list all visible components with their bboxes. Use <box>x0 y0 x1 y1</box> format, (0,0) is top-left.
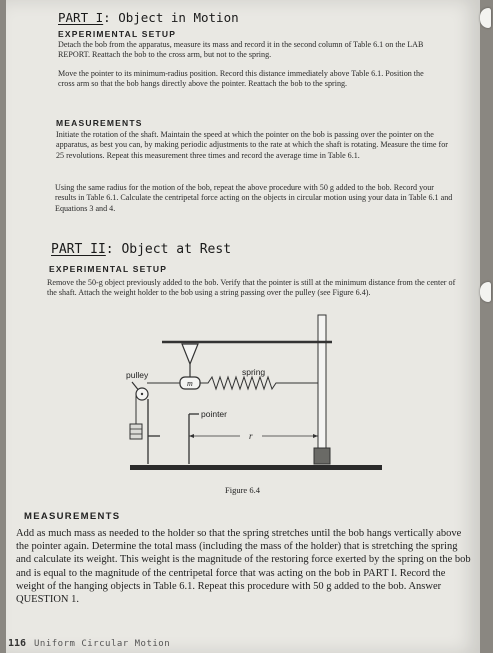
apparatus-diagram <box>114 312 404 497</box>
bob-mass-label: m <box>187 379 193 388</box>
part2-title: PART II: Object at Rest <box>51 242 232 257</box>
binder-ring-top <box>480 8 491 28</box>
part2-measurements-heading: MEASUREMENTS <box>24 511 121 522</box>
part2-setup-heading: EXPERIMENTAL SETUP <box>49 264 168 274</box>
part1-setup-heading: EXPERIMENTAL SETUP <box>58 29 177 39</box>
part1-title: PART I: Object in Motion <box>58 10 239 25</box>
textbook-page <box>6 0 480 653</box>
page-number: 116 <box>8 638 27 649</box>
figure-caption: Figure 6.4 <box>225 485 260 495</box>
part1-measurements-paragraph-1: Initiate the rotation of the shaft. Maintain the speed at which the pointer on the bob is passing over the pointer on the apparatus, as best you can, by making periodic adjustments to the rate at which the shaft is rotating. Measure the time for 25 revolutions. Repeat this measurement three times and record the average time in Table 6.1. <box>56 130 448 160</box>
binder-ring-middle <box>480 282 491 302</box>
pulley-label: pulley <box>126 370 149 380</box>
part1-setup-paragraph-1: Detach the bob from the apparatus, measure its mass and record it in the second column of Table 6.1 on the LAB REPORT. Reattach the bob to the cross arm, but not to the spring. <box>58 40 424 60</box>
bob-hanger-triangle <box>182 344 198 364</box>
pointer-label: pointer <box>201 409 227 419</box>
rotating-shaft <box>318 315 326 460</box>
shaft-base <box>314 448 330 464</box>
figure-6-4 <box>114 312 404 502</box>
part1-setup-paragraph-2: Move the pointer to its minimum-radius position. Record this distance immediately above Table 6.1. Position the cross arm so that the bob hangs directly above the pointer. Reattach the bob to the spring. <box>58 69 424 89</box>
running-title: Uniform Circular Motion <box>34 639 171 649</box>
apparatus-base <box>130 465 382 470</box>
part2-setup-paragraph: Remove the 50-g object previously added to the bob. Verify that the pointer is still at the minimum distance from the center of the shaft. Attach the weight holder to the bob using a string passing over the pulley (see Figure 6.4). <box>47 278 456 298</box>
part2-measurements-paragraph: Add as much mass as needed to the holder so that the spring stretches until the bob hangs vertically above the pointer again. Determine the total mass (including the mass of the holder) that is stretching the spring and calculate its weight. This weight is the magnitude of the restoring force exerted by the spring on the bob and is equal to the magnitude of the centripetal force that was acting on the bob in PART I. Record the weight of the hanging objects in Table 6.1. Repeat this procedure with 50 g added to the bob. Answer QUESTION 1. <box>16 528 471 606</box>
weight-holder <box>130 424 142 439</box>
part1-measurements-paragraph-2: Using the same radius for the motion of the bob, repeat the above procedure with 50 g added to the bob. Record your results in Table 6.1. Calculate the centripetal force acting on the objects in circular motion using your data in Table 6.1 and Equations 3 and 4. <box>55 183 453 213</box>
part1-measurements-heading: MEASUREMENTS <box>56 118 143 128</box>
spring-label: spring <box>242 367 266 377</box>
radius-label: r <box>249 431 253 441</box>
spring <box>200 377 318 389</box>
page-footer <box>6 636 480 653</box>
